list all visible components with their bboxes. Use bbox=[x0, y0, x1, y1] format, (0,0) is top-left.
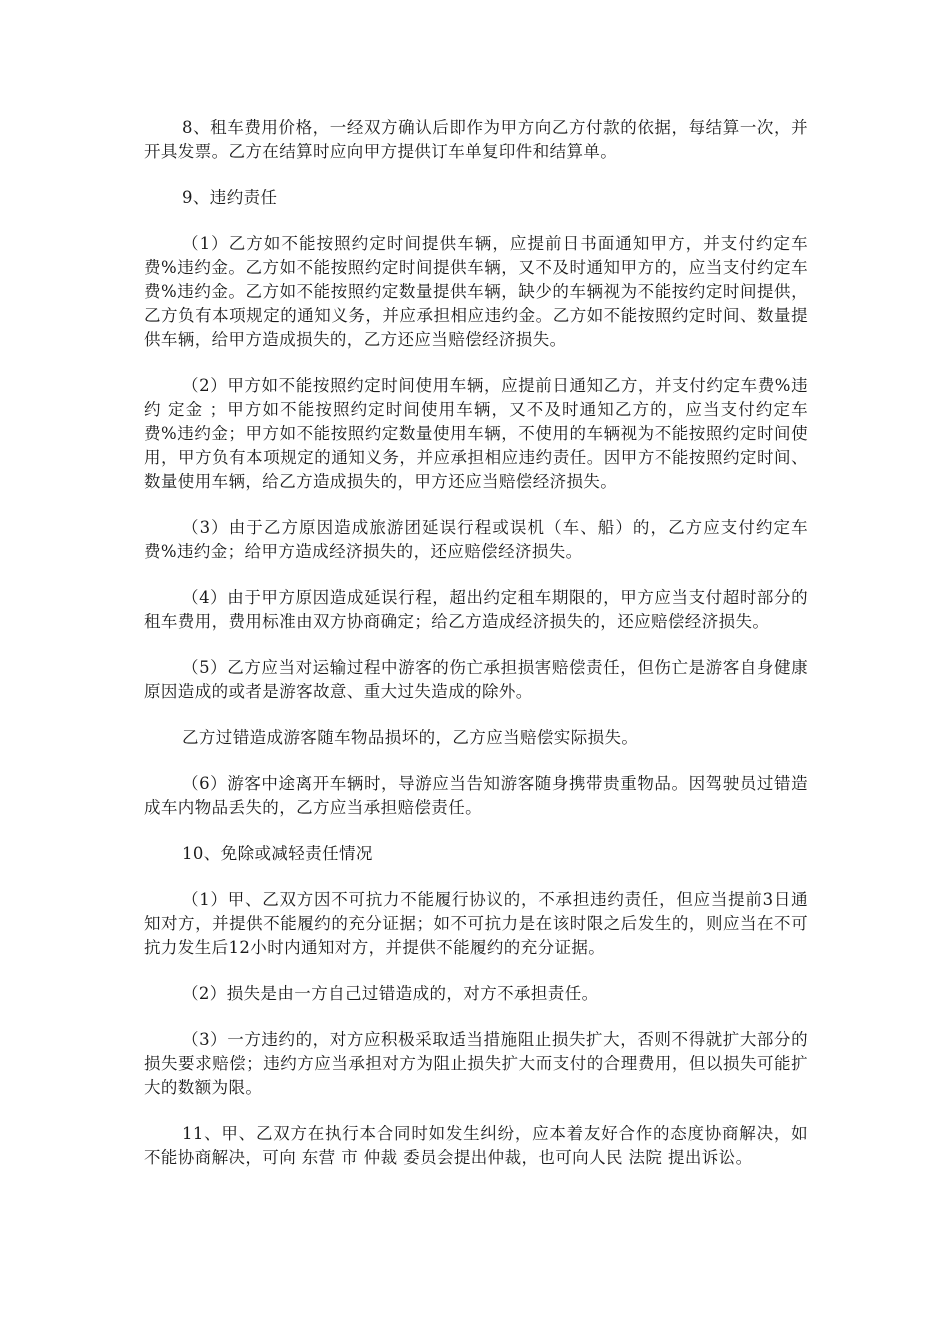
clause-9-heading: 9、违约责任 bbox=[182, 188, 278, 207]
clause-9-item-2: （2）甲方如不能按照约定时间使用车辆，应提前日通知乙方，并支付约定车费%违约 定金 ；甲方如不能按照约定时间使用车辆，又不及时通知乙方的，应当支付约定车费%违约金；甲方如不能按照约定数量使用车辆，不使用的车辆视为不能按照约定时间使用，甲方负有本项规定的通知义务，并应承担相应违约责任。因甲方不能按照约定时间、数量使用车辆，给乙方造成损失的，甲方还应当赔偿经济损失。 bbox=[144, 376, 808, 491]
clause-10-item-3: （3）一方违约的，对方应积极采取适当措施阻止损失扩大，否则不得就扩大部分的损失要求赔偿；违约方应当承担对方为阻止损失扩大而支付的合理费用，但以损失可能扩大的数额为限。 bbox=[144, 1030, 808, 1097]
clause-10-item-2: （2）损失是由一方自己过错造成的，对方不承担责任。 bbox=[182, 984, 599, 1003]
clause-9-item-3: （3）由于乙方原因造成旅游团延误行程或误机（车、船）的，乙方应支付约定车费%违约金；给甲方造成经济损失的，还应赔偿经济损失。 bbox=[144, 518, 808, 561]
clause-8-paragraph: 8、租车费用价格，一经双方确认后即作为甲方向乙方付款的依据，每结算一次，并开具发票。乙方在结算时应向甲方提供订车单复印件和结算单。 bbox=[144, 118, 808, 161]
clause-9-item-5: （5）乙方应当对运输过程中游客的伤亡承担损害赔偿责任，但伤亡是游客自身健康原因造成的或者是游客故意、重大过失造成的除外。 bbox=[144, 658, 808, 701]
clause-10-item-1: （1）甲、乙双方因不可抗力不能履行协议的，不承担违约责任，但应当提前3日通知对方，并提供不能履约的充分证据；如不可抗力是在该时限之后发生的，则应当在不可抗力发生后12小时内通知对方，并提供不能履约的充分证据。 bbox=[144, 890, 808, 957]
clause-10-heading: 10、免除或减轻责任情况 bbox=[182, 844, 373, 863]
document-body bbox=[144, 116, 808, 1192]
clause-9-item-4: （4）由于甲方原因造成延误行程，超出约定租车期限的，甲方应当支付超时部分的租车费用，费用标准由双方协商确定；给乙方造成经济损失的，还应赔偿经济损失。 bbox=[144, 588, 808, 631]
clause-11-paragraph: 11、甲、乙双方在执行本合同时如发生纠纷，应本着友好合作的态度协商解决，如不能协商解决，可向 东营 市 仲裁 委员会提出仲裁，也可向人民 法院 提出诉讼。 bbox=[144, 1124, 808, 1167]
clause-9-item-1: （1）乙方如不能按照约定时间提供车辆，应提前日书面通知甲方，并支付约定车费%违约金。乙方如不能按照约定时间提供车辆，又不及时通知甲方的，应当支付约定车费%违约金。乙方如不能按照约定数量提供车辆，缺少的车辆视为不能按约定时间提供，乙方负有本项规定的通知义务，并应承担相应违约金。乙方如不能按照约定时间、数量提供车辆，给甲方造成损失的，乙方还应当赔偿经济损失。 bbox=[144, 234, 808, 349]
clause-9-item-5-supplement: 乙方过错造成游客随车物品损坏的，乙方应当赔偿实际损失。 bbox=[182, 728, 639, 747]
clause-9-item-6: （6）游客中途离开车辆时，导游应当告知游客随身携带贵重物品。因驾驶员过错造成车内物品丢失的，乙方应当承担赔偿责任。 bbox=[144, 774, 808, 817]
